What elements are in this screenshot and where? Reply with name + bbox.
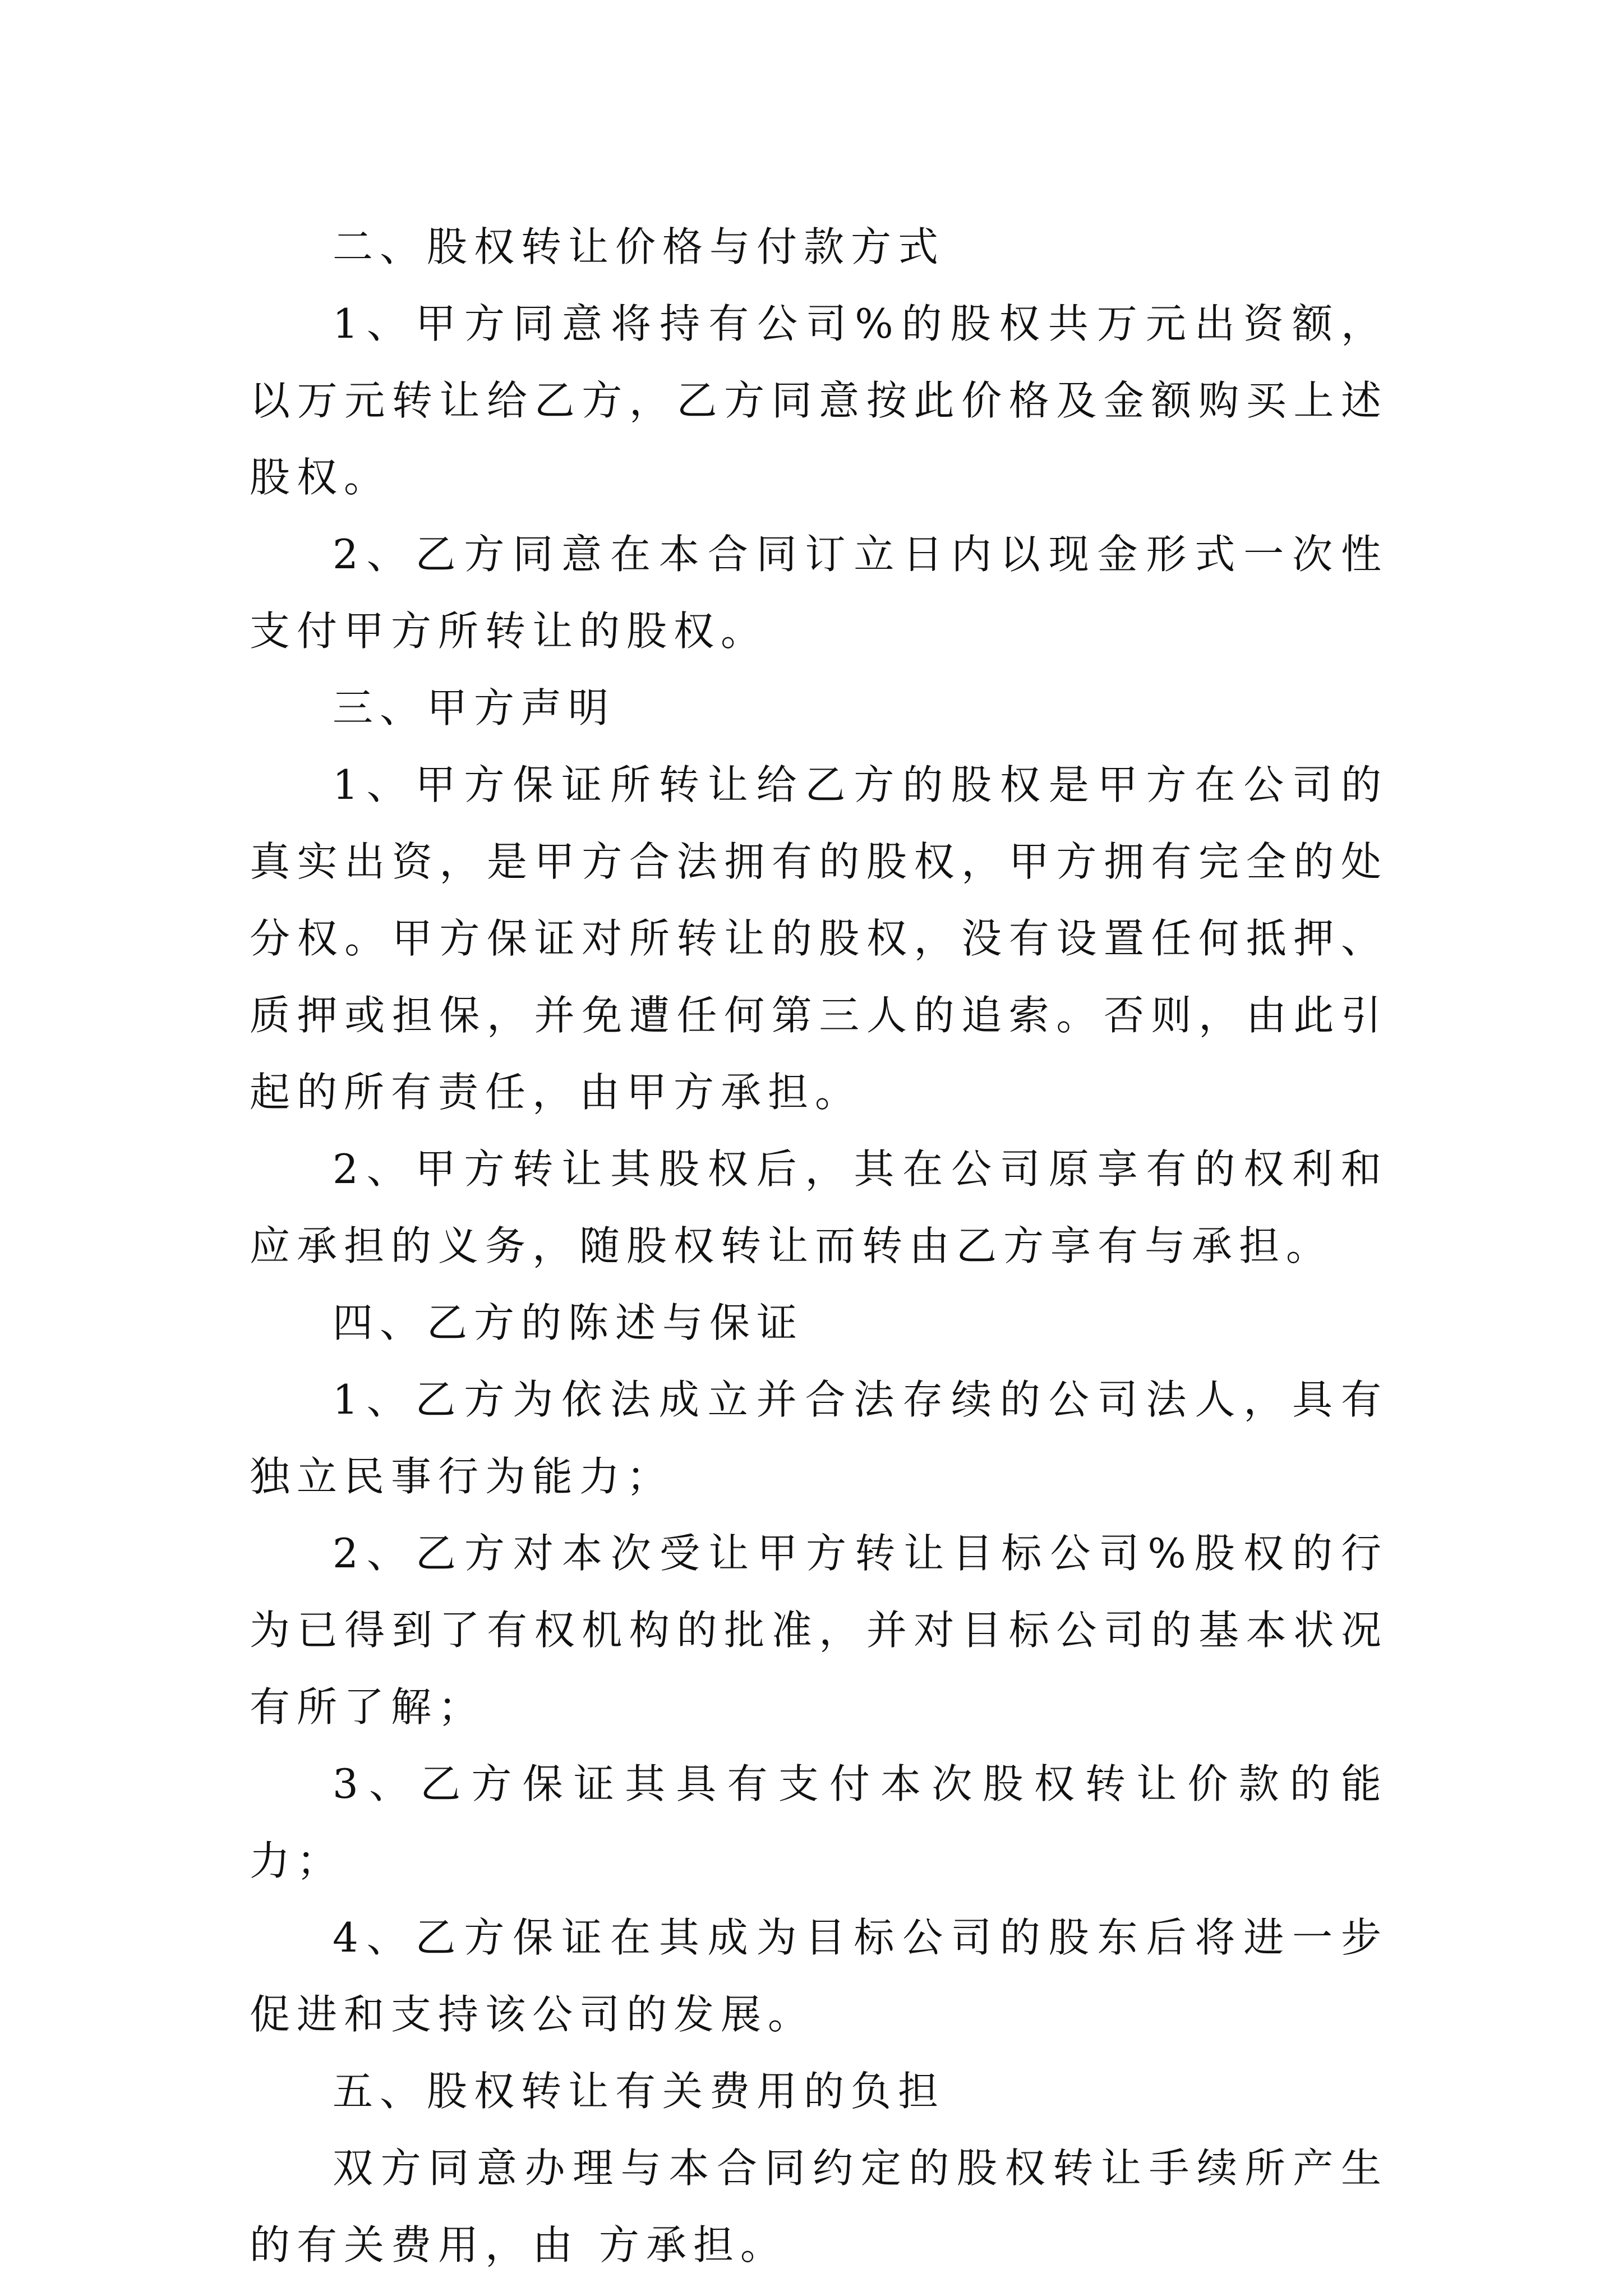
section-heading-fees: 五、股权转让有关费用的负担 [333, 2068, 946, 2115]
document-body [250, 209, 1388, 2284]
clause-fees: 双方同意办理与本合同约定的股权转让手续所产生的有关费用，由 方承担。 [250, 2145, 1388, 2269]
clause-party-b-3: 3、乙方保证其具有支付本次股权转让价款的能力； [250, 1760, 1388, 1884]
section-heading-price-payment: 二、股权转让价格与付款方式 [333, 223, 946, 270]
section-heading-party-b-representations: 四、乙方的陈述与保证 [333, 1299, 804, 1346]
clause-party-b-2: 2、乙方对本次受让甲方转让目标公司%股权的行为已得到了有权机构的批准，并对目标公司的基本状况有所了解； [250, 1530, 1388, 1731]
clause-party-a-1: 1、甲方保证所转让给乙方的股权是甲方在公司的真实出资，是甲方合法拥有的股权，甲方拥有完全的处分权。甲方保证对所转让的股权，没有设置任何抵押、质押或担保，并免遭任何第三人的追索。否则，由此引起的所有责任，由甲方承担。 [250, 761, 1388, 1116]
clause-party-b-4: 4、乙方保证在其成为目标公司的股东后将进一步促进和支持该公司的发展。 [250, 1914, 1388, 2038]
clause-payment-2: 2、乙方同意在本合同订立日内以现金形式一次性支付甲方所转让的股权。 [250, 531, 1388, 655]
clause-party-b-1: 1、乙方为依法成立并合法存续的公司法人，具有独立民事行为能力； [250, 1376, 1388, 1500]
section-heading-party-a-statement: 三、甲方声明 [333, 684, 616, 731]
clause-price-1: 1、甲方同意将持有公司%的股权共万元出资额，以万元转让给乙方，乙方同意按此价格及金额购买上述股权。 [250, 300, 1388, 501]
clause-party-a-2: 2、甲方转让其股权后，其在公司原享有的权利和应承担的义务，随股权转让而转由乙方享有与承担。 [250, 1145, 1388, 1269]
